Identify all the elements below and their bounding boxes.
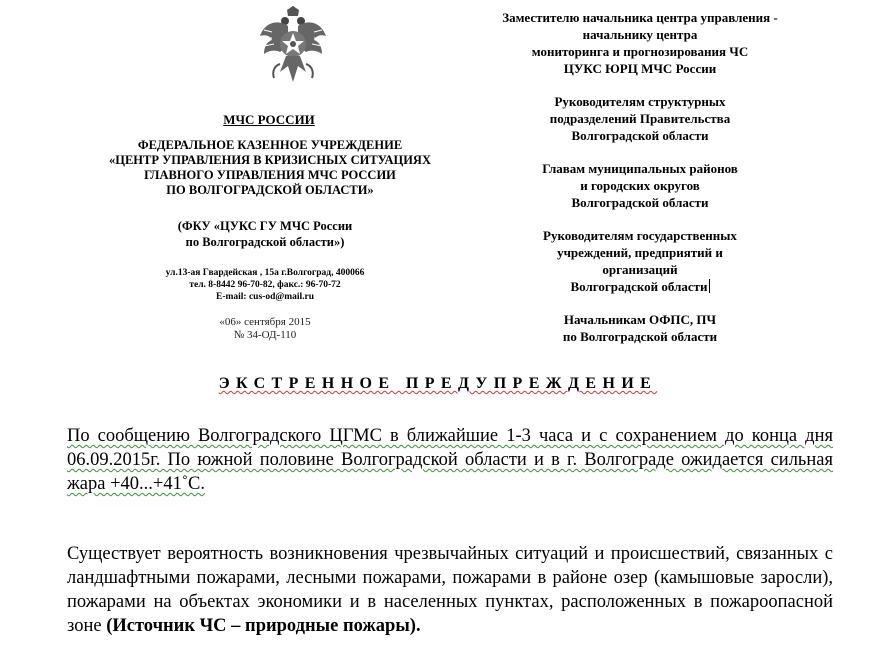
- paragraph-risk-source: (Источник ЧС – природные пожары).: [106, 616, 421, 636]
- org-full-line: ГЛАВНОГО УПРАВЛЕНИЯ МЧС РОССИИ: [144, 168, 396, 182]
- document-info: [130, 316, 400, 342]
- recipient-line: Волгоградской области: [570, 279, 708, 294]
- recipient-line: Руководителям государственных: [543, 228, 737, 243]
- org-full-line: «ЦЕНТР УПРАВЛЕНИЯ В КРИЗИСНЫХ СИТУАЦИЯХ: [109, 153, 431, 167]
- recipient-line: Руководителям структурных: [554, 94, 726, 109]
- recipient-item: [470, 9, 810, 77]
- document-title: [0, 375, 876, 393]
- recipient-line: мониторинга и прогнозирования ЧС: [531, 44, 749, 59]
- mchs-emblem-icon: [258, 6, 328, 90]
- phone-line: тел. 8-8442 96-70-82, факс.: 96-70-72: [189, 280, 341, 290]
- email-line: E-mail: cus-od@mail.ru: [215, 292, 315, 302]
- recipient-item: [470, 311, 810, 345]
- recipient-line: Главам муниципальных районов: [542, 161, 738, 176]
- recipient-line-with-cursor[interactable]: [470, 278, 810, 295]
- org-full-name: [80, 138, 460, 198]
- recipient-line: организаций: [602, 262, 678, 277]
- recipient-line: подразделений Правительства: [549, 111, 731, 126]
- recipient-line: ЦУКС ЮРЦ МЧС России: [563, 61, 717, 76]
- address-line: ул.13-ая Гвардейская , 15а г.Волгоград, 400066: [165, 268, 365, 278]
- document-title-text: ЭКСТРЕННОЕ ПРЕДУПРЕЖДЕНИЕ: [218, 375, 658, 392]
- document-date: «06» сентября 2015: [219, 316, 311, 328]
- recipient-line: и городских округов: [580, 178, 700, 193]
- paragraph-risk: [67, 542, 833, 638]
- recipient-line: Заместителю начальника центра управления -: [502, 10, 778, 25]
- recipient-line: по Волгоградской области: [562, 329, 718, 344]
- org-full-line: ФЕДЕРАЛЬНОЕ КАЗЕННОЕ УЧРЕЖДЕНИЕ: [137, 138, 403, 152]
- org-full-line: ПО ВОЛГОГРАДСКОЙ ОБЛАСТИ»: [166, 183, 374, 197]
- recipient-line: учреждений, предприятий и: [557, 245, 723, 260]
- document-number: № 34-ОД-110: [233, 329, 297, 341]
- org-short-name: МЧС РОССИИ: [223, 112, 315, 127]
- paragraph-warning-text: По сообщению Волгоградского ЦГМС в ближайшие 1-3 часа и с сохранением до конца дня 06.09.2015г. По южной половине Волгоградской области и в г. Волгограде ожидается сильная жара +40...+41˚С.: [67, 426, 833, 494]
- recipient-line: начальнику центра: [582, 27, 698, 42]
- recipient-line: Волгоградской области: [571, 128, 709, 143]
- org-abbr-line: по Волгоградской области»): [185, 235, 345, 249]
- org-abbreviation: [120, 218, 410, 250]
- recipient-item: [470, 93, 810, 144]
- contact-info: [120, 267, 410, 303]
- sender-block: [80, 6, 460, 341]
- paragraph-risk-text: Существует вероятность возникновения чрезвычайных ситуаций и происшествий, связанных с ландшафтными пожарами, лесными пожарами, пожарами в районе озер (камышовые заросли), пожарами на объектах экономики и в населенных пунктах, расположенных в пожароопасной зоне: [67, 544, 833, 636]
- recipient-line: Волгоградской области: [571, 195, 709, 210]
- recipient-item: [470, 160, 810, 211]
- org-abbr-line: (ФКУ «ЦУКС ГУ МЧС России: [177, 219, 353, 233]
- recipient-line: Начальникам ОФПС, ПЧ: [563, 312, 717, 327]
- recipient-item: [470, 227, 810, 295]
- text-cursor: [709, 279, 710, 293]
- recipients-block: [470, 9, 810, 361]
- paragraph-warning: [67, 424, 833, 496]
